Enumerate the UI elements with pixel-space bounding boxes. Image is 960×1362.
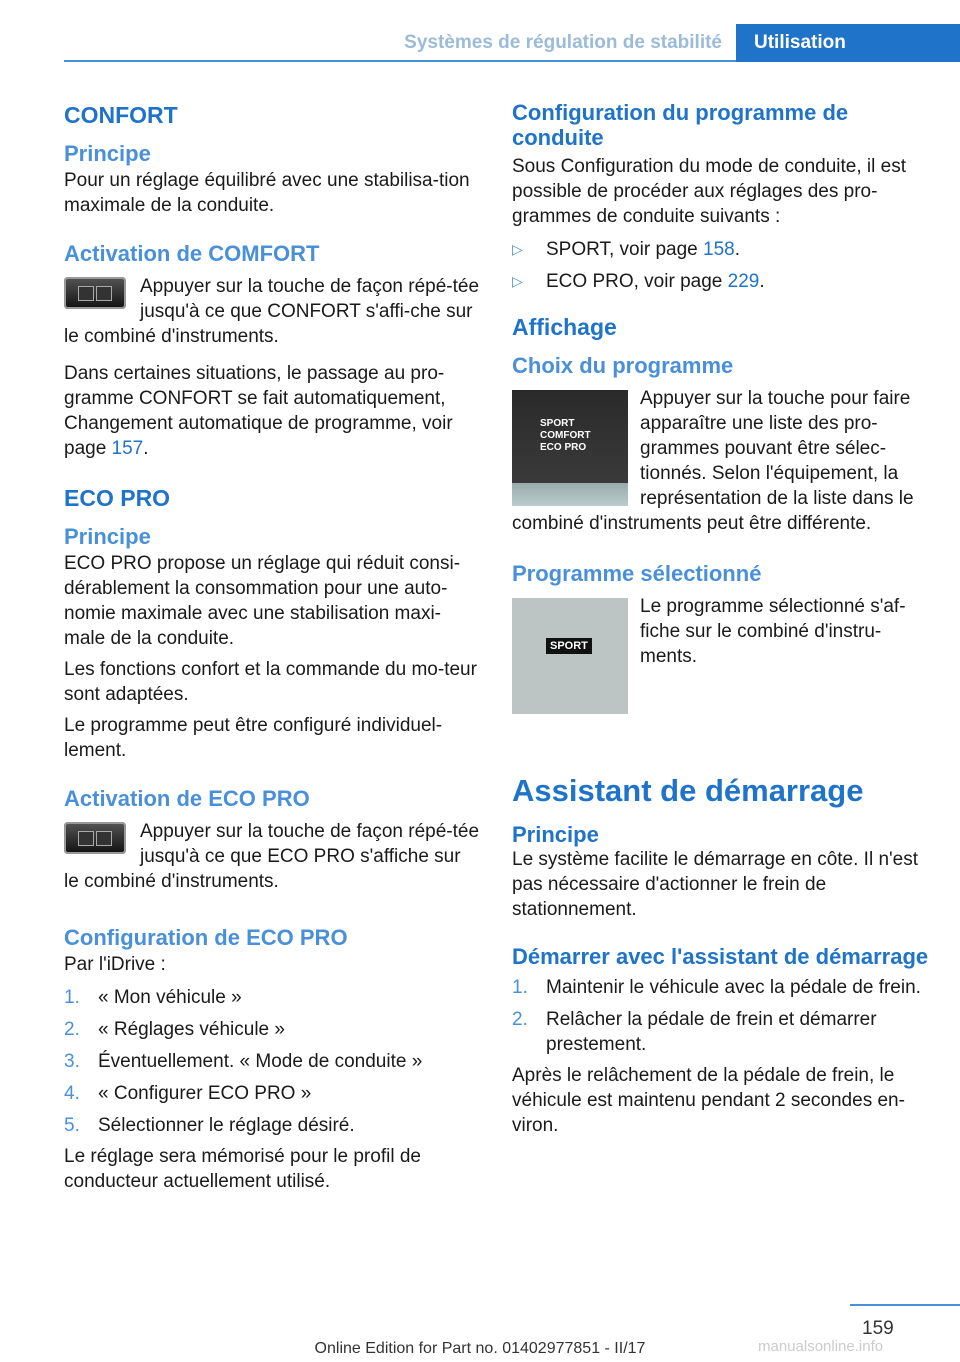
edition-footer: Online Edition for Part no. 01402977851 - II/17 [314,1340,646,1357]
fonctions-text: Les fonctions confort et la commande du mo-teur sont adaptées. [64,659,477,705]
list-item: 1. Maintenir le véhicule avec la pédale de frein. [512,977,921,998]
page-number-rule [850,1304,960,1306]
eco-pro-heading: ECO PRO [64,485,171,511]
list-item: 3. Éventuellement. « Mode de conduite » [64,1051,423,1072]
configuration-programme-heading: Configuration du programme de conduite [512,100,849,150]
page-number: 159 [862,1318,894,1339]
list-item: ▷ ECO PRO, voir page 229. [512,271,765,292]
assistant-principe-text: Le système facilite le démarrage en côte. Il n'est pas nécessaire d'actionner le frein de stationnement. [512,849,918,920]
list-item: 2. « Réglages véhicule » [64,1019,285,1040]
demarrer-heading: Démarrer avec l'assistant de démarrage [512,944,929,969]
configuration-programme-text: Sous Configuration du mode de conduite, il est possible de procéder aux réglages des pro-grammes de conduite suivants : [512,156,906,227]
page-link[interactable]: 229 [727,271,760,292]
page-link[interactable]: 158 [703,239,735,260]
program-list-screen: SPORT COMFORT ECO PRO [512,390,628,506]
activation-eco-text: Appuyer sur la touche de façon répé-tée jusqu'à ce que ECO PRO s'affiche sur le combiné d'instruments. [64,821,480,892]
list-item: 1. « Mon véhicule » [64,987,242,1008]
button-image [64,822,126,854]
activation-confort-text: Appuyer sur la touche de façon répé-tée jusqu'à ce que CONFORT s'affi-che sur le combiné d'instruments. [64,276,480,347]
principe-heading: Principe [512,822,599,847]
choix-programme-text: Appuyer sur la touche pour faire apparaître une liste des pro-grammes pouvant être sélec-tionnés. Selon l'équipement, la représentation de la liste dans le combiné d'instruments peut être différente. [512,388,914,534]
list-item: ▷ SPORT, voir page 158. [512,239,740,260]
steps-list [64,985,480,1138]
choix-programme-heading: Choix du programme [512,353,734,378]
assistant-demarrage-heading: Assistant de démarrage [512,773,864,808]
triangle-icon: ▷ [512,273,523,289]
programme-bullets [512,237,932,294]
triangle-icon: ▷ [512,241,523,257]
header-rule [64,60,736,62]
confort-heading: CONFORT [64,102,178,128]
header-tab: Utilisation [736,24,960,62]
affichage-heading: Affichage [512,314,617,340]
demarrer-steps [512,975,932,1057]
par-idrive-text: Par l'iDrive : [64,954,166,975]
programme-selectionne-text: Le programme sélectionné s'af-fiche sur le combiné d'instru-ments. [640,596,906,667]
activation-eco-heading: Activation de ECO PRO [64,786,310,811]
principe-heading: Principe [64,141,151,166]
principe-text: Pour un réglage équilibré avec une stabilisa-tion maximale de la conduite. [64,170,470,216]
memo-text: Le réglage sera mémorisé pour le profil de conducteur actuellement utilisé. [64,1146,421,1192]
button-image [64,277,126,309]
watermark: manualsonline.info [758,1338,884,1355]
list-item: 4. « Configurer ECO PRO » [64,1083,312,1104]
apres-text: Après le relâchement de la pédale de frein, le véhicule est maintenu pendant 2 secondes en-viron. [512,1065,905,1136]
activation-confort-heading: Activation de COMFORT [64,241,320,266]
programme-selectionne-heading: Programme sélectionné [512,561,762,586]
selected-program-screen: SPORT [512,598,628,714]
left-column [64,100,480,1194]
list-item: 5. Sélectionner le réglage désiré. [64,1115,355,1136]
right-column [512,100,932,1138]
configuration-eco-heading: Configuration de ECO PRO [64,925,348,950]
eco-principe-text: ECO PRO propose un réglage qui réduit consi-dérablement la consommation pour une auto-nomie maximale avec une stabilisation maxi-male de la conduite. [64,553,461,649]
principe-heading: Principe [64,524,151,549]
list-item: 2. Relâcher la pédale de frein et démarrer prestement. [512,1009,877,1055]
programme-text: Le programme peut être configuré individuel-lement. [64,715,443,761]
header-section: Systèmes de régulation de stabilité [404,32,722,53]
dans-text: Dans certaines situations, le passage au pro-gramme CONFORT se fait automatiquement, Changement automatique de programme, voir page 157. [64,363,453,459]
page-link[interactable]: 157 [111,438,144,459]
